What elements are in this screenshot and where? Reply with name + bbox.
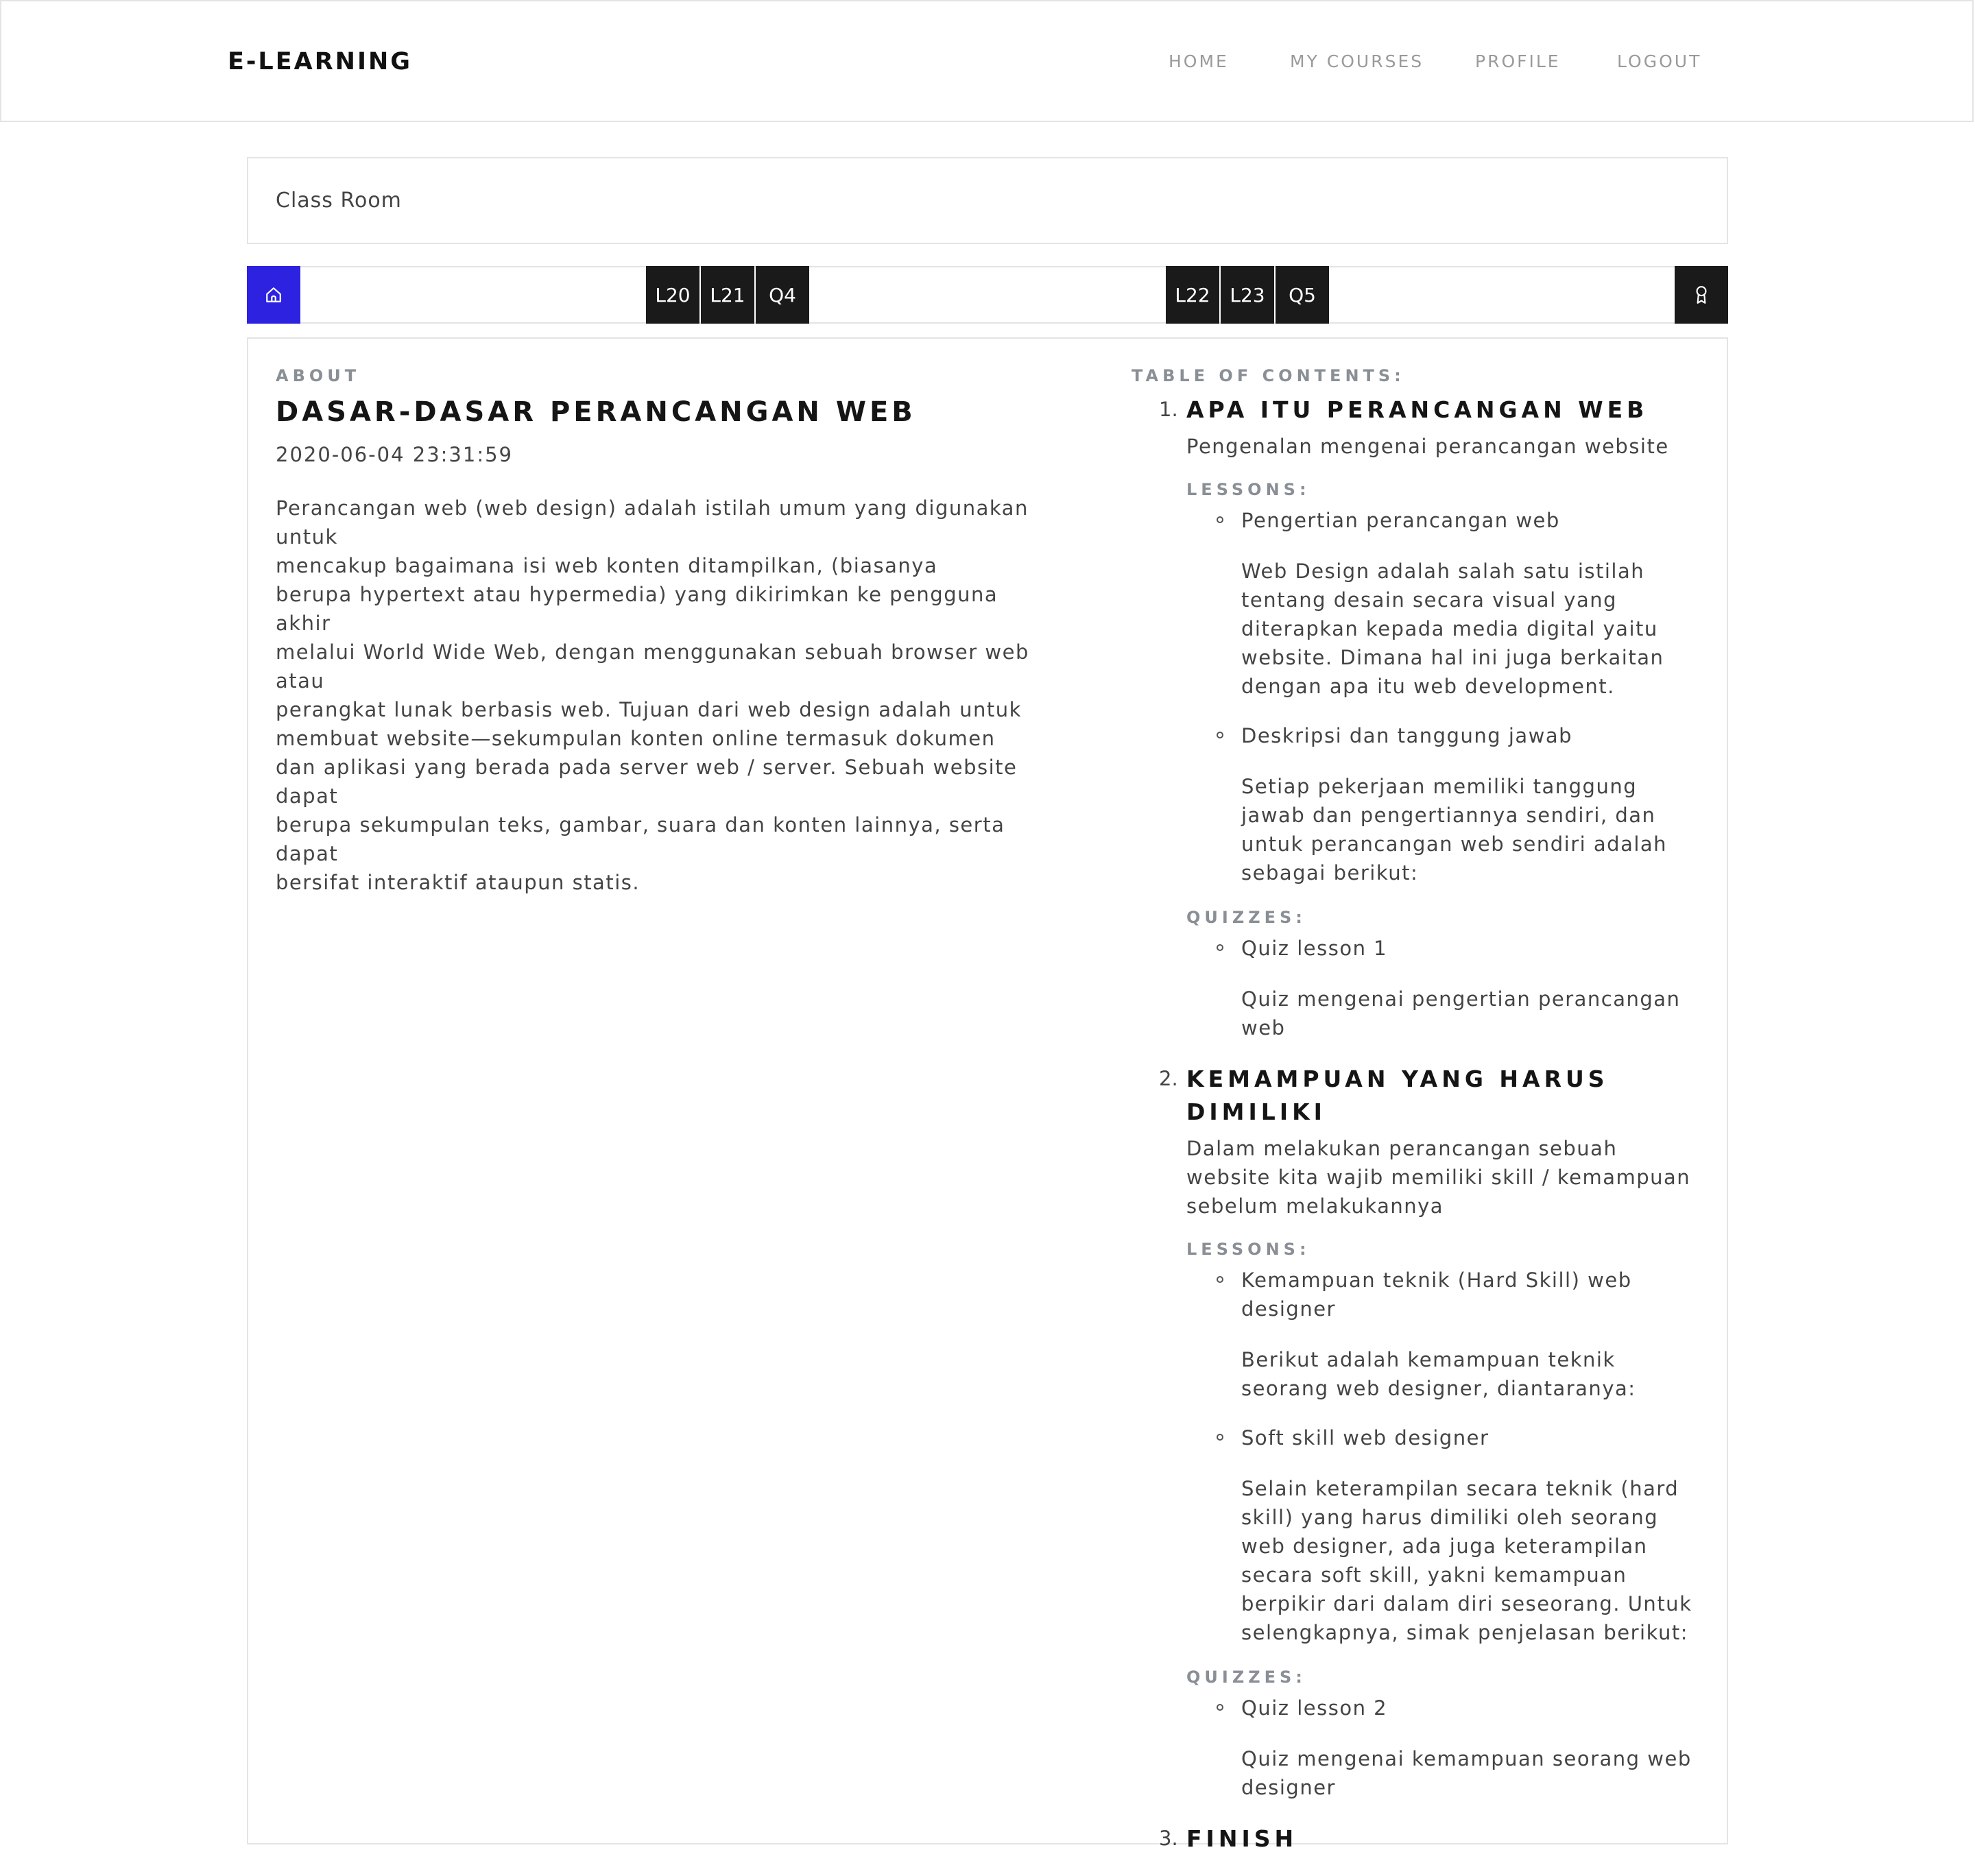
- toc-section-desc: Dalam melakukan perancangan sebuah website kita wajib memiliki skill / kemampuan sebelum melakukannya: [1186, 1137, 1691, 1218]
- course-title: DASAR-DASAR PERANCANGAN WEB: [276, 396, 916, 428]
- circle-bullet-icon: [1217, 944, 1223, 951]
- toc-label: TABLE OF CONTENTS:: [1132, 366, 1405, 385]
- progress-step-q4[interactable]: Q4: [756, 266, 809, 324]
- lesson-desc: Setiap pekerjaan memiliki tanggung jawab dan pengertiannya sendiri, dan untuk perancangan web sendiri adalah sebagai berikut:: [1241, 775, 1668, 885]
- circle-bullet-icon: [1217, 1276, 1223, 1283]
- lesson-desc: Selain keterampilan secara teknik (hard skill) yang harus dimiliki oleh seorang web designer, ada juga keterampilan secara soft skill, yakni kemampuan berpikir dari dalam diri seseorang. Untuk selengkapnya, simak penjelasan berikut:: [1241, 1477, 1692, 1644]
- progress-finish-button[interactable]: [1675, 266, 1728, 324]
- course-content-panel: [247, 337, 1728, 1852]
- progress-home-button[interactable]: [247, 266, 300, 324]
- quiz-name[interactable]: Quiz lesson 1: [1241, 937, 1388, 960]
- progress-step-l23[interactable]: L23: [1221, 266, 1274, 324]
- toc-section-3: [1132, 1823, 1708, 1855]
- toc-section-desc: Pengenalan mengenai perancangan website: [1186, 435, 1669, 458]
- classroom-panel: [247, 157, 1728, 244]
- lesson-list: [1186, 506, 1708, 887]
- lesson-list: [1186, 1266, 1708, 1647]
- lesson-item: [1186, 721, 1708, 887]
- lesson-item: [1186, 506, 1708, 701]
- lesson-desc: Berikut adalah kemampuan teknik seorang web designer, diantaranya:: [1241, 1348, 1636, 1400]
- lesson-name[interactable]: Soft skill web designer: [1241, 1426, 1489, 1450]
- quiz-desc: Quiz mengenai pengertian perancangan web: [1241, 987, 1681, 1039]
- quiz-desc: Quiz mengenai kemampuan seorang web designer: [1241, 1747, 1692, 1799]
- lesson-name[interactable]: Pengertian perancangan web: [1241, 509, 1560, 532]
- lesson-desc: Web Design adalah salah satu istilah tentang desain secara visual yang diterapkan kepada media digital yaitu website. Dimana hal ini juga berkaitan dengan apa itu web development.: [1241, 560, 1664, 698]
- circle-bullet-icon: [1217, 732, 1223, 738]
- lessons-label: LESSONS:: [1186, 480, 1310, 499]
- nav-profile-link[interactable]: PROFILE: [1475, 51, 1561, 71]
- about-label: ABOUT: [276, 366, 361, 385]
- toc-number: 2.: [1159, 1067, 1178, 1090]
- main-nav: [1, 51, 1972, 79]
- top-navbar: [0, 0, 1974, 122]
- toc-number: 1.: [1159, 398, 1178, 421]
- toc-section-title: FINISH: [1186, 1825, 1298, 1852]
- circle-bullet-icon: [1217, 516, 1223, 523]
- lesson-name[interactable]: Deskripsi dan tanggung jawab: [1241, 724, 1573, 747]
- toc-section-2: [1132, 1063, 1708, 1802]
- course-date: 2020-06-04 23:31:59: [276, 443, 513, 466]
- panel-title: Class Room: [276, 189, 402, 213]
- progress-step-l21[interactable]: L21: [701, 266, 754, 324]
- nav-home-link[interactable]: HOME: [1169, 51, 1229, 71]
- lesson-name[interactable]: Kemampuan teknik (Hard Skill) web designer: [1241, 1268, 1632, 1321]
- circle-bullet-icon: [1217, 1434, 1223, 1441]
- toc-list: [1132, 394, 1708, 1875]
- lessons-label: LESSONS:: [1186, 1240, 1310, 1259]
- nav-my-courses-link[interactable]: MY COURSES: [1290, 51, 1424, 71]
- quizzes-label: QUIZZES:: [1186, 1668, 1306, 1687]
- quiz-item: [1186, 1694, 1708, 1802]
- toc-section-1: [1132, 394, 1708, 1042]
- quiz-name[interactable]: Quiz lesson 2: [1241, 1696, 1388, 1720]
- progress-step-l20[interactable]: L20: [646, 266, 699, 324]
- lesson-item: [1186, 1266, 1708, 1403]
- course-description: Perancangan web (web design) adalah istilah umum yang digunakan untuk mencakup bagaimana isi web konten ditampilkan, (biasanya berupa hypertext atau hypermedia) yang dikirimkan ke pengguna akhir melalui World Wide Web, dengan menggunakan sebuah browser web atau perangkat lunak berbasis web. Tujuan dari web design adalah untuk membuat website—sekumpulan konten online termasuk dokumen dan aplikasi yang berada pada server web / server. Sebuah website dapat berupa sekumpulan teks, gambar, suara dan konten lainnya, serta dapat bersifat interaktif ataupun statis.: [276, 496, 1029, 894]
- quizzes-label: QUIZZES:: [1186, 908, 1306, 927]
- toc-number: 3.: [1159, 1827, 1178, 1850]
- award-icon: [1692, 285, 1710, 305]
- lesson-item: [1186, 1423, 1708, 1647]
- course-progress-bar: [247, 266, 1728, 324]
- progress-step-l22[interactable]: L22: [1166, 266, 1219, 324]
- toc-section-title: APA ITU PERANCANGAN WEB: [1186, 396, 1649, 423]
- toc-section-title: KEMAMPUAN YANG HARUS DIMILIKI: [1186, 1066, 1609, 1125]
- quiz-list: [1186, 1694, 1708, 1802]
- progress-step-q5[interactable]: Q5: [1276, 266, 1329, 324]
- home-icon: [265, 286, 283, 304]
- brand-logo[interactable]: E-LEARNING: [228, 48, 413, 75]
- circle-bullet-icon: [1217, 1704, 1223, 1711]
- quiz-item: [1186, 934, 1708, 1042]
- quiz-list: [1186, 934, 1708, 1042]
- nav-logout-link[interactable]: LOGOUT: [1617, 51, 1702, 71]
